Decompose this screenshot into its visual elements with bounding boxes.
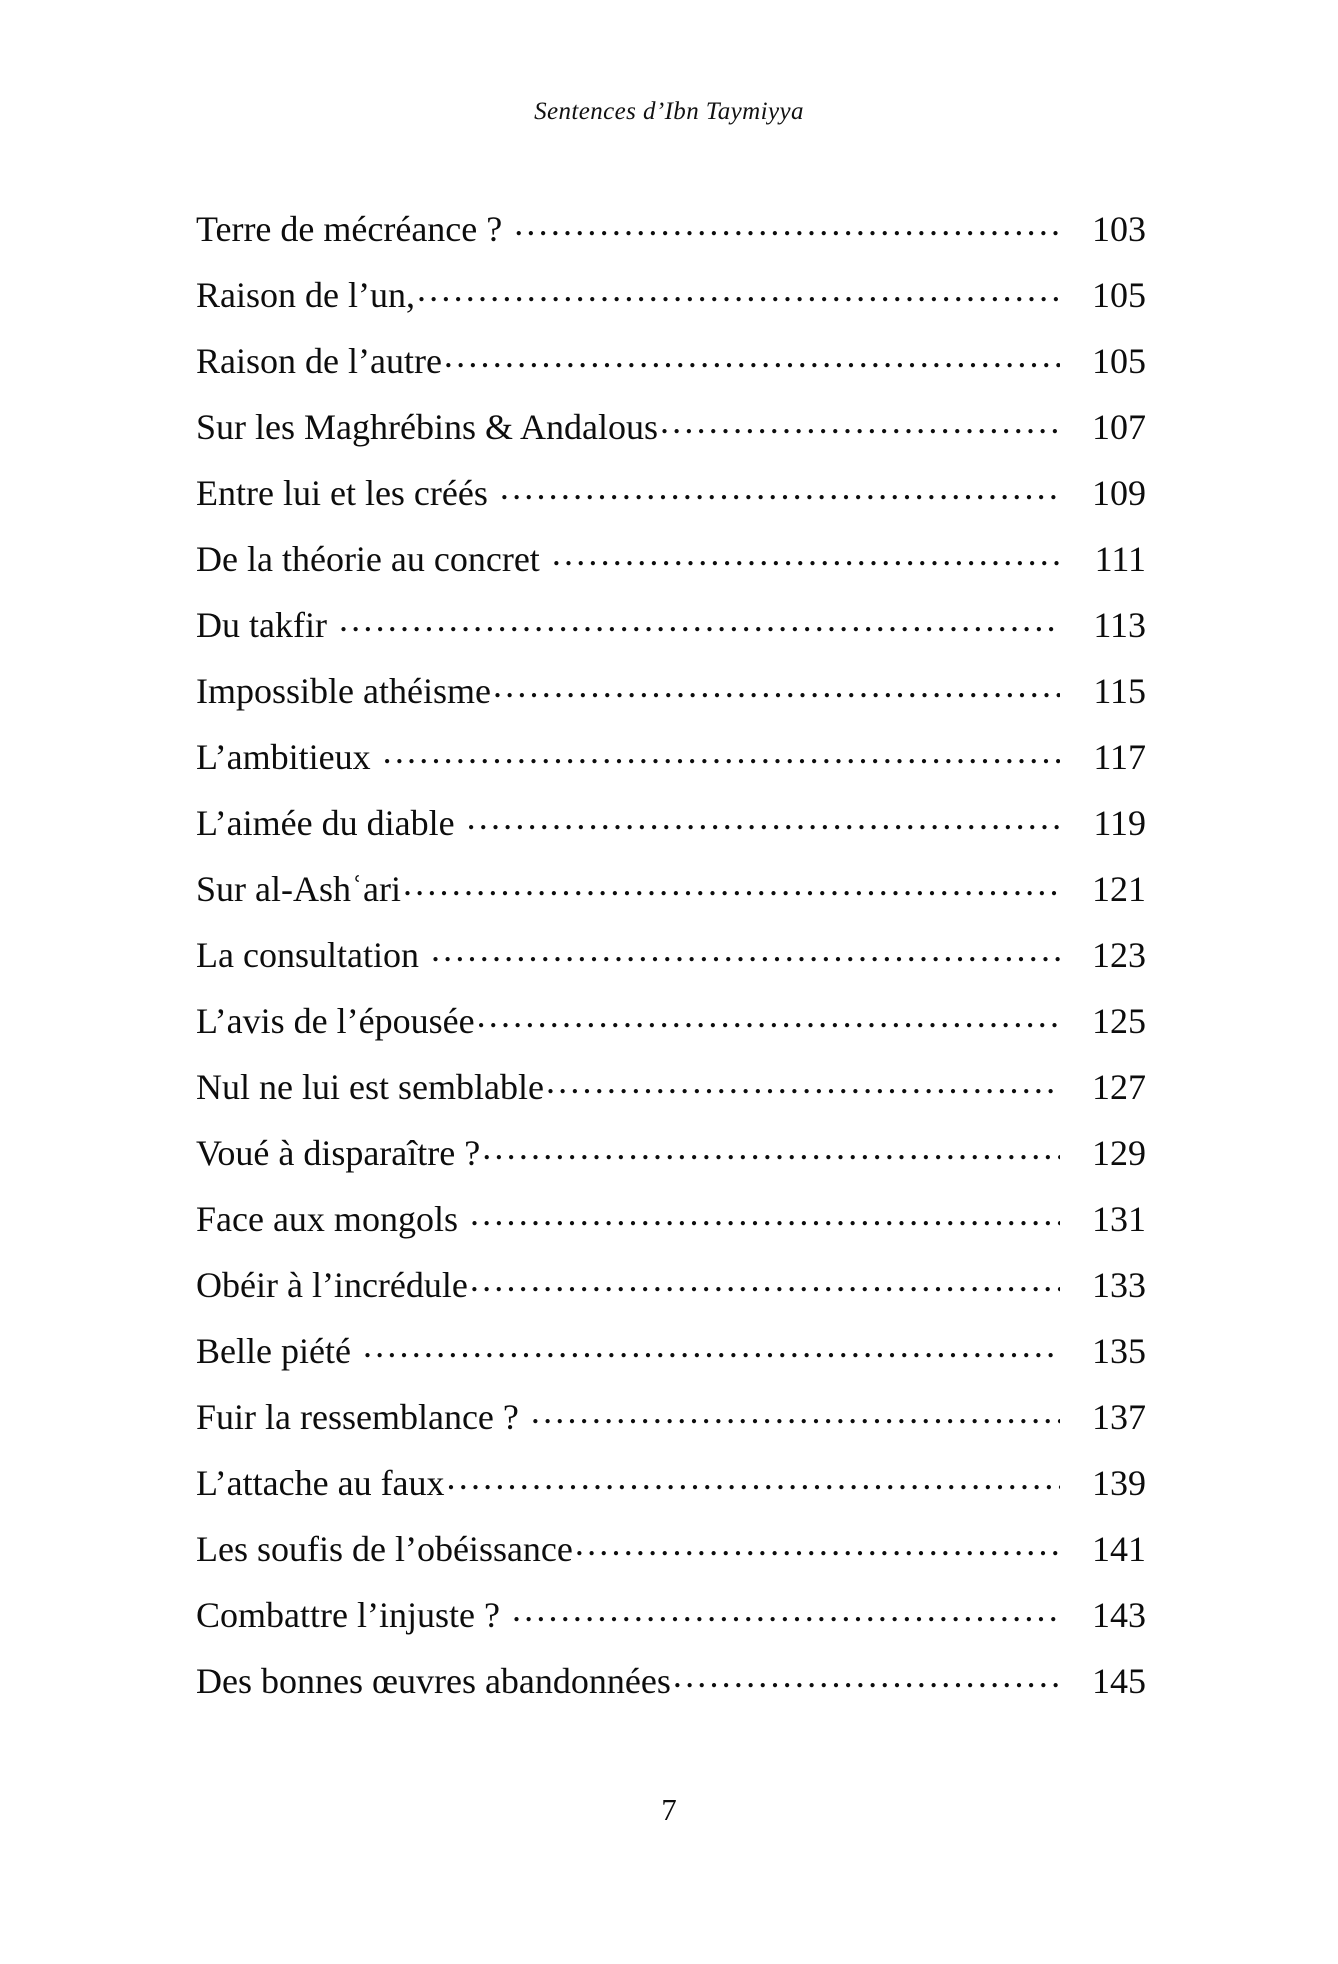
toc-dot-leader xyxy=(673,1657,1060,1693)
toc-entry[interactable] xyxy=(196,1120,1146,1186)
toc-dot-leader xyxy=(447,1459,1060,1495)
toc-entry[interactable] xyxy=(196,328,1146,394)
toc-dot-leader xyxy=(431,931,1060,967)
toc-entry-page-number: 119 xyxy=(1093,803,1146,843)
toc-entry[interactable] xyxy=(196,922,1146,988)
toc-entry-page-number: 139 xyxy=(1092,1463,1146,1503)
toc-entry[interactable] xyxy=(196,394,1146,460)
toc-entry[interactable] xyxy=(196,526,1146,592)
toc-entry-title: Entre lui et les créés xyxy=(196,473,488,513)
toc-dot-leader xyxy=(467,799,1060,835)
toc-entry-title: Belle piété xyxy=(196,1331,351,1371)
toc-entry[interactable] xyxy=(196,1450,1146,1516)
toc-entry-page-number: 129 xyxy=(1092,1133,1146,1173)
toc-entry-title: Terre de mécréance ? xyxy=(196,209,503,249)
running-header: Sentences d’Ibn Taymiyya xyxy=(534,98,804,125)
toc-dot-leader xyxy=(531,1393,1060,1429)
toc-dot-leader xyxy=(477,997,1060,1033)
toc-dot-leader xyxy=(403,865,1060,901)
toc-entry-title: Nul ne lui est semblable xyxy=(196,1067,544,1107)
toc-entry[interactable] xyxy=(196,1186,1146,1252)
toc-entry[interactable] xyxy=(196,1252,1146,1318)
toc-entry[interactable] xyxy=(196,658,1146,724)
toc-entry-page-number: 125 xyxy=(1092,1001,1146,1041)
toc-dot-leader xyxy=(493,667,1060,703)
table-of-contents xyxy=(196,196,1146,1714)
toc-entry[interactable] xyxy=(196,790,1146,856)
toc-entry-title: Sur les Maghrébins & Andalous xyxy=(196,407,658,447)
toc-entry-page-number: 117 xyxy=(1093,737,1146,777)
toc-dot-leader xyxy=(363,1327,1060,1363)
toc-entry-title: Obéir à l’incrédule xyxy=(196,1265,468,1305)
toc-dot-leader xyxy=(339,601,1060,637)
toc-entry-title: Fuir la ressemblance ? xyxy=(196,1397,519,1437)
toc-entry-title: L’ambitieux xyxy=(196,737,371,777)
toc-dot-leader xyxy=(514,205,1060,241)
toc-dot-leader xyxy=(470,1261,1060,1297)
toc-entry-page-number: 137 xyxy=(1092,1397,1146,1437)
toc-entry-title: Voué à disparaître ? xyxy=(196,1133,481,1173)
toc-dot-leader xyxy=(546,1063,1060,1099)
toc-entry[interactable] xyxy=(196,262,1146,328)
toc-entry-title: Face aux mongols xyxy=(196,1199,458,1239)
toc-entry-page-number: 109 xyxy=(1092,473,1146,513)
toc-entry-title: Sur al-Ashʿari xyxy=(196,869,401,909)
toc-entry[interactable] xyxy=(196,988,1146,1054)
toc-entry[interactable] xyxy=(196,1516,1146,1582)
toc-entry-title: Raison de l’un, xyxy=(196,275,415,315)
toc-entry-title: Des bonnes œuvres abandonnées xyxy=(196,1661,671,1701)
toc-dot-leader xyxy=(470,1195,1060,1231)
toc-entry-page-number: 107 xyxy=(1092,407,1146,447)
toc-dot-leader xyxy=(383,733,1060,769)
toc-entry[interactable] xyxy=(196,592,1146,658)
toc-entry[interactable] xyxy=(196,460,1146,526)
toc-entry-page-number: 141 xyxy=(1092,1529,1146,1569)
toc-entry-page-number: 115 xyxy=(1093,671,1146,711)
toc-dot-leader xyxy=(575,1525,1060,1561)
toc-entry-page-number: 105 xyxy=(1092,341,1146,381)
toc-dot-leader xyxy=(500,469,1060,505)
toc-entry-page-number: 111 xyxy=(1094,539,1146,579)
toc-entry-page-number: 121 xyxy=(1092,869,1146,909)
toc-entry-title: De la théorie au concret xyxy=(196,539,540,579)
toc-entry-title: L’aimée du diable xyxy=(196,803,455,843)
toc-entry-page-number: 127 xyxy=(1092,1067,1146,1107)
toc-entry[interactable] xyxy=(196,1582,1146,1648)
toc-entry[interactable] xyxy=(196,1648,1146,1714)
toc-entry[interactable] xyxy=(196,1384,1146,1450)
toc-entry-title: Raison de l’autre xyxy=(196,341,442,381)
toc-entry-title: Combattre l’injuste ? xyxy=(196,1595,500,1635)
toc-entry-title: Les soufis de l’obéissance xyxy=(196,1529,573,1569)
toc-entry-page-number: 123 xyxy=(1092,935,1146,975)
toc-entry[interactable] xyxy=(196,1054,1146,1120)
toc-entry-title: L’avis de l’épousée xyxy=(196,1001,475,1041)
toc-entry-title: La consultation xyxy=(196,935,419,975)
toc-entry-page-number: 143 xyxy=(1092,1595,1146,1635)
toc-entry-page-number: 135 xyxy=(1092,1331,1146,1371)
toc-entry-title: Impossible athéisme xyxy=(196,671,491,711)
toc-dot-leader xyxy=(512,1591,1060,1627)
toc-entry-page-number: 133 xyxy=(1092,1265,1146,1305)
toc-dot-leader xyxy=(660,403,1060,439)
toc-entry-page-number: 113 xyxy=(1093,605,1146,645)
toc-entry[interactable] xyxy=(196,1318,1146,1384)
toc-entry-page-number: 105 xyxy=(1092,275,1146,315)
toc-dot-leader xyxy=(417,271,1060,307)
toc-dot-leader xyxy=(482,1129,1060,1165)
toc-entry-title: L’attache au faux xyxy=(196,1463,445,1503)
toc-dot-leader xyxy=(552,535,1060,571)
toc-entry[interactable] xyxy=(196,856,1146,922)
toc-entry[interactable] xyxy=(196,724,1146,790)
toc-dot-leader xyxy=(444,337,1060,373)
toc-entry-title: Du takfir xyxy=(196,605,327,645)
toc-entry-page-number: 103 xyxy=(1092,209,1146,249)
toc-entry-page-number: 131 xyxy=(1092,1199,1146,1239)
toc-entry[interactable] xyxy=(196,196,1146,262)
page-folio: 7 xyxy=(661,1792,677,1827)
toc-entry-page-number: 145 xyxy=(1092,1661,1146,1701)
